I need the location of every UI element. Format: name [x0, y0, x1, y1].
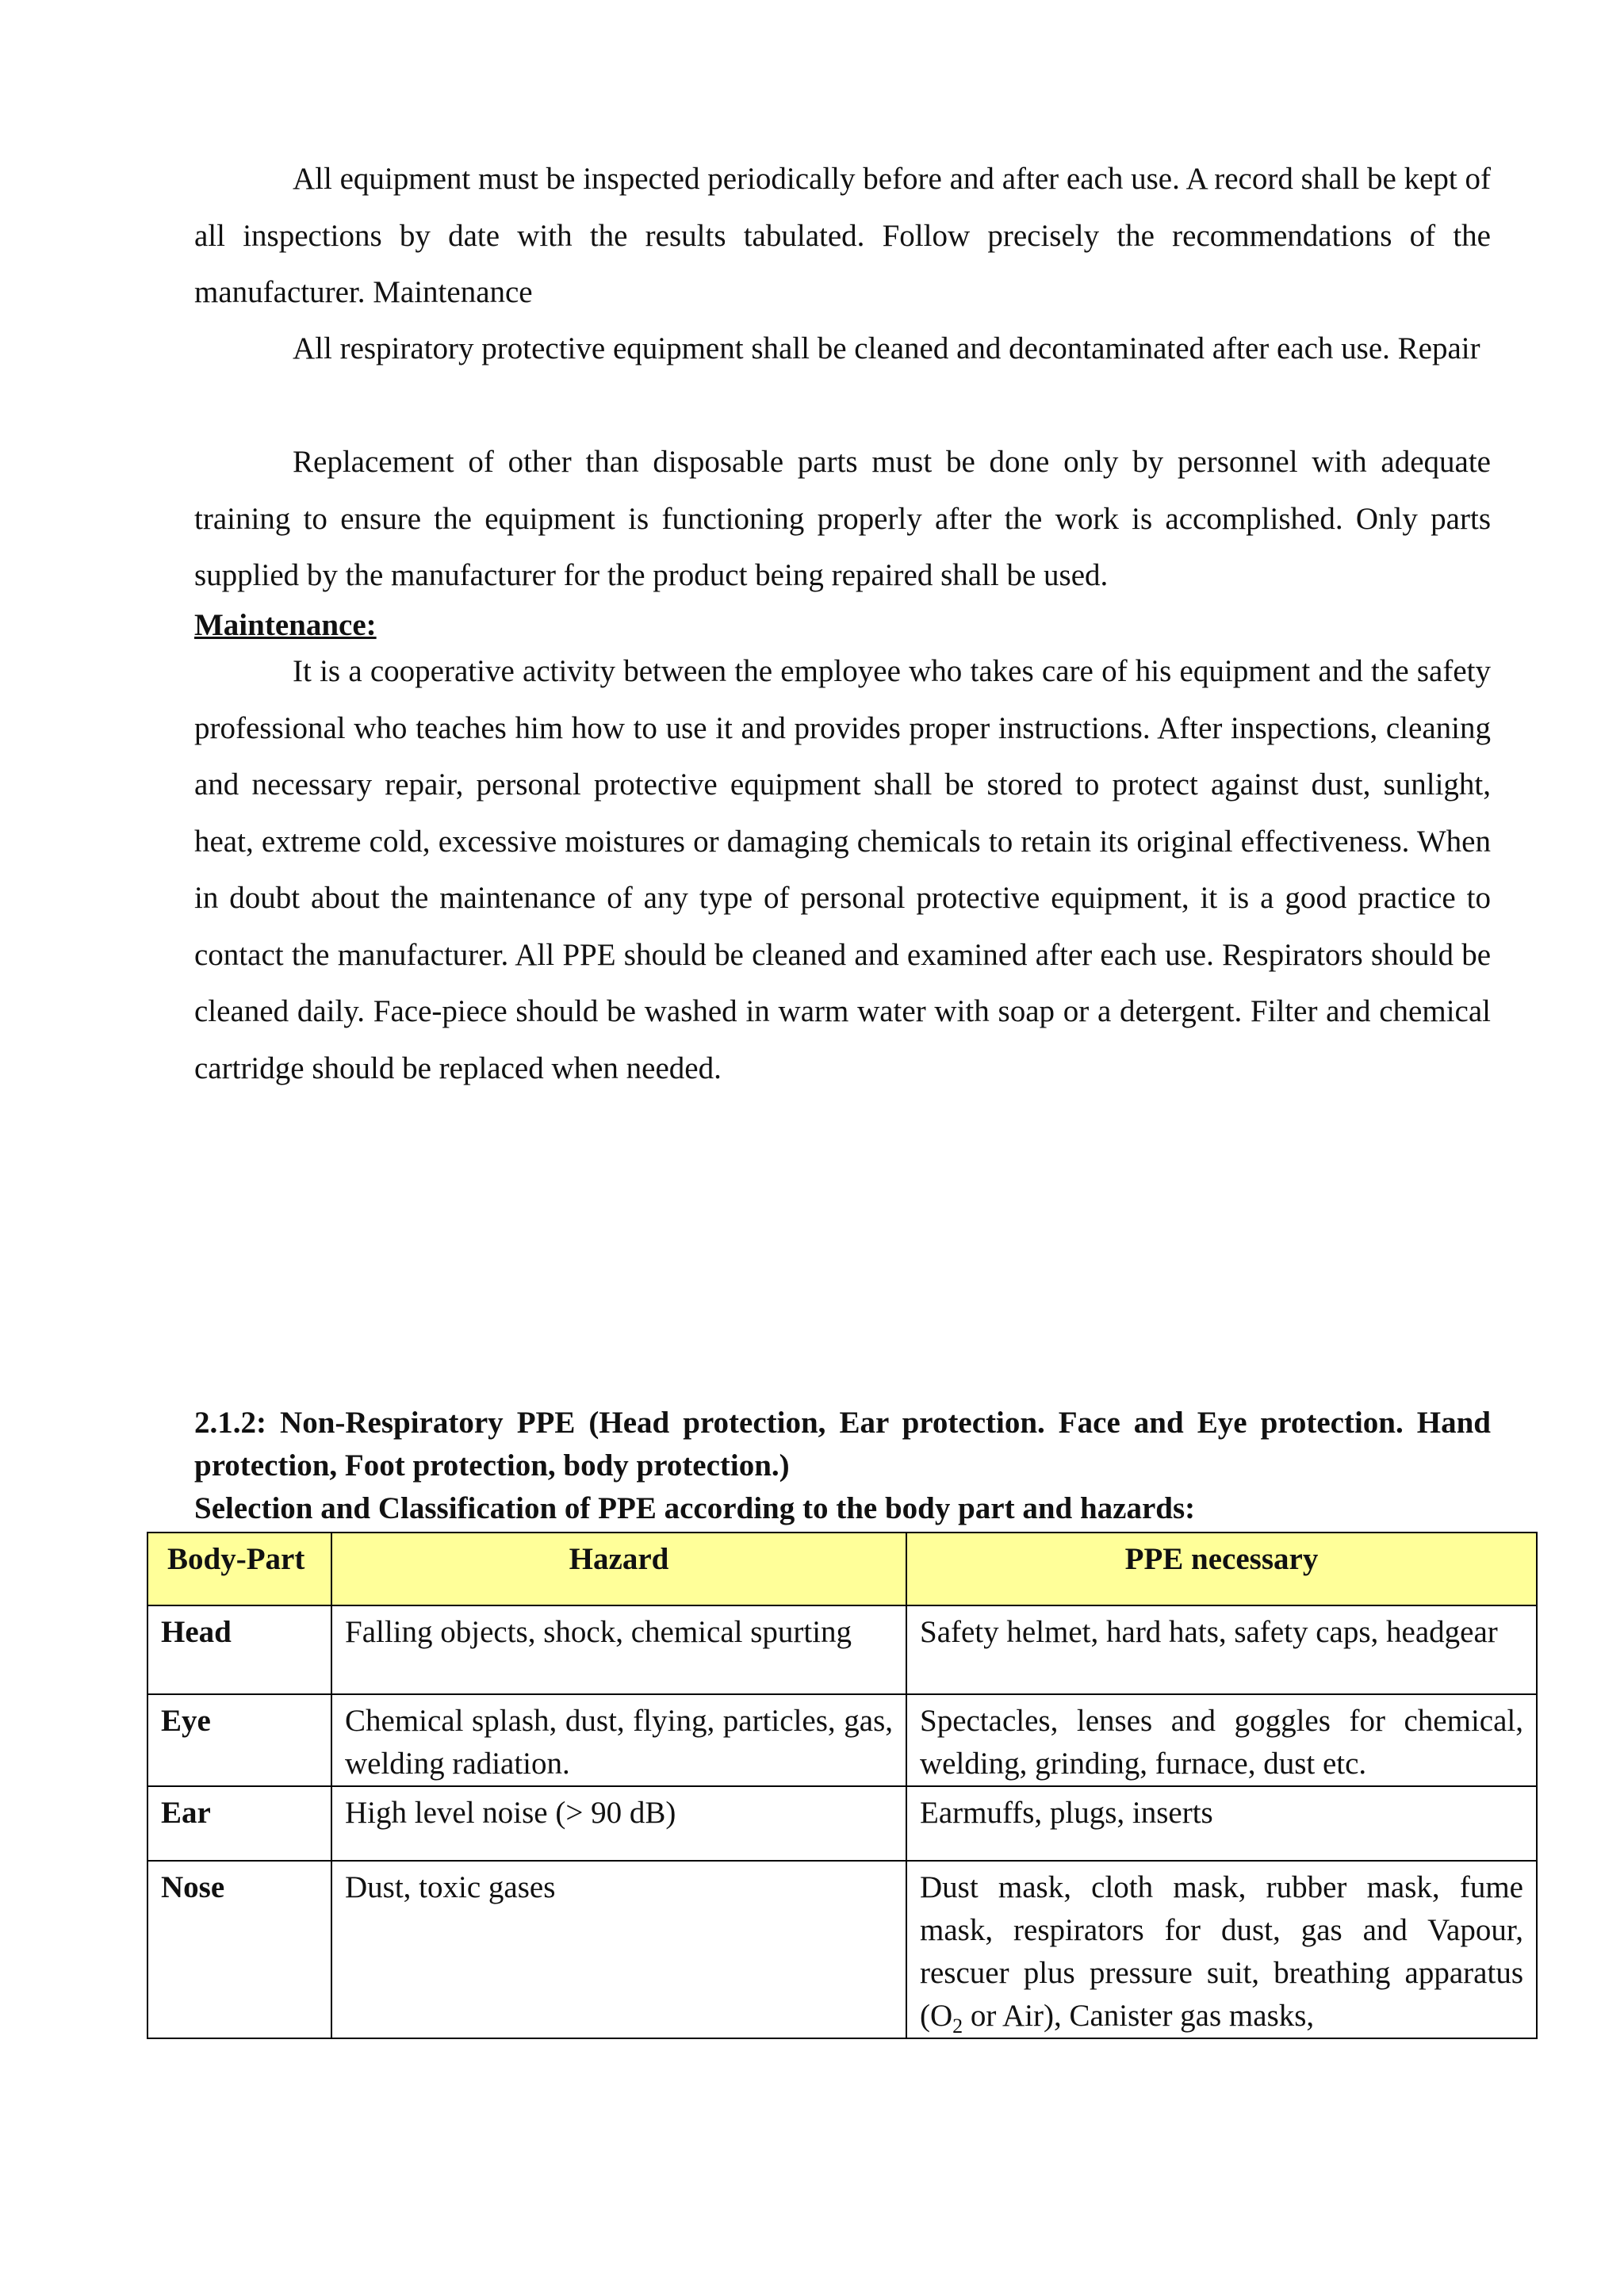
cell-hazard: Falling objects, shock, chemical spurting [331, 1605, 906, 1694]
table-row [147, 1861, 1537, 2038]
cell-body-part: Eye [147, 1694, 331, 1786]
oxygen-subscript: 2 [952, 2014, 963, 2038]
cell-body-part: Nose [147, 1861, 331, 2038]
paragraph-inspection: All equipment must be inspected periodically before and after each use. A record shall be kept of all inspections by date with the results tabulated. Follow precisely the recommendations of the manufacturer. Maintenance [194, 162, 1491, 309]
table-caption: Selection and Classification of PPE according to the body part and hazards: [194, 1491, 1196, 1525]
cell-ppe [906, 1861, 1537, 2038]
maintenance-heading-text: Maintenance: [194, 608, 377, 642]
cell-ppe: Spectacles, lenses and goggles for chemical, welding, grinding, furnace, dust etc. [906, 1694, 1537, 1786]
table-row [147, 1786, 1537, 1861]
cell-ppe: Safety helmet, hard hats, safety caps, headgear [906, 1605, 1537, 1694]
table-row [147, 1605, 1537, 1694]
header-body-part: Body-Part [147, 1533, 331, 1605]
paragraph-repair: Replacement of other than disposable parts must be done only by personnel with adequate training to ensure the equipment is functioning properly after the work is accomplished. Only parts supplied by the manufacturer for the product being repaired shall be used. [194, 445, 1491, 592]
maintenance-heading [194, 604, 1491, 647]
cell-body-part: Head [147, 1605, 331, 1694]
paragraph-maintenance: It is a cooperative activity between the employee who takes care of his equipment and the safety professional who teaches him how to use it and provides proper instructions. After inspections, cleaning and necessary repair, personal protective equipment shall be stored to protect against dust, sunlight, heat, extreme cold, excessive moistures or damaging chemicals to retain its original effectiveness. When in doubt about the maintenance of any type of personal protective equipment, it is a good practice to contact the manufacturer. All PPE should be cleaned and examined after each use. Respirators should be cleaned daily. Face-piece should be washed in warm water with soap or a detergent. Filter and chemical cartridge should be replaced when needed. [194, 654, 1491, 1085]
header-ppe-necessary: PPE necessary [906, 1533, 1537, 1605]
table-row [147, 1694, 1537, 1786]
ppe-table [147, 1532, 1538, 2039]
header-hazard: Hazard [331, 1533, 906, 1605]
cell-hazard: High level noise (> 90 dB) [331, 1786, 906, 1861]
table-header-row [147, 1533, 1537, 1605]
ppe-text-start: Dust mask, cloth mask, rubber mask, fume mask, respirators for dust, gas and Vapour, rescuer plus pressure suit, breathing apparatus (O [920, 1870, 1523, 2033]
cell-ppe: Earmuffs, plugs, inserts [906, 1786, 1537, 1861]
cell-hazard: Dust, toxic gases [331, 1861, 906, 2038]
ppe-text-end: or Air), Canister gas masks, [963, 1999, 1315, 2033]
cell-hazard: Chemical splash, dust, flying, particles, gas, welding radiation. [331, 1694, 906, 1786]
section-title: 2.1.2: Non-Respiratory PPE (Head protection, Ear protection. Face and Eye protection. Hand protection, Foot protection, body protection.) [194, 1406, 1491, 1483]
cell-body-part: Ear [147, 1786, 331, 1861]
paragraph-cleaning: All respiratory protective equipment shall be cleaned and decontaminated after each use. Repair [293, 331, 1480, 365]
